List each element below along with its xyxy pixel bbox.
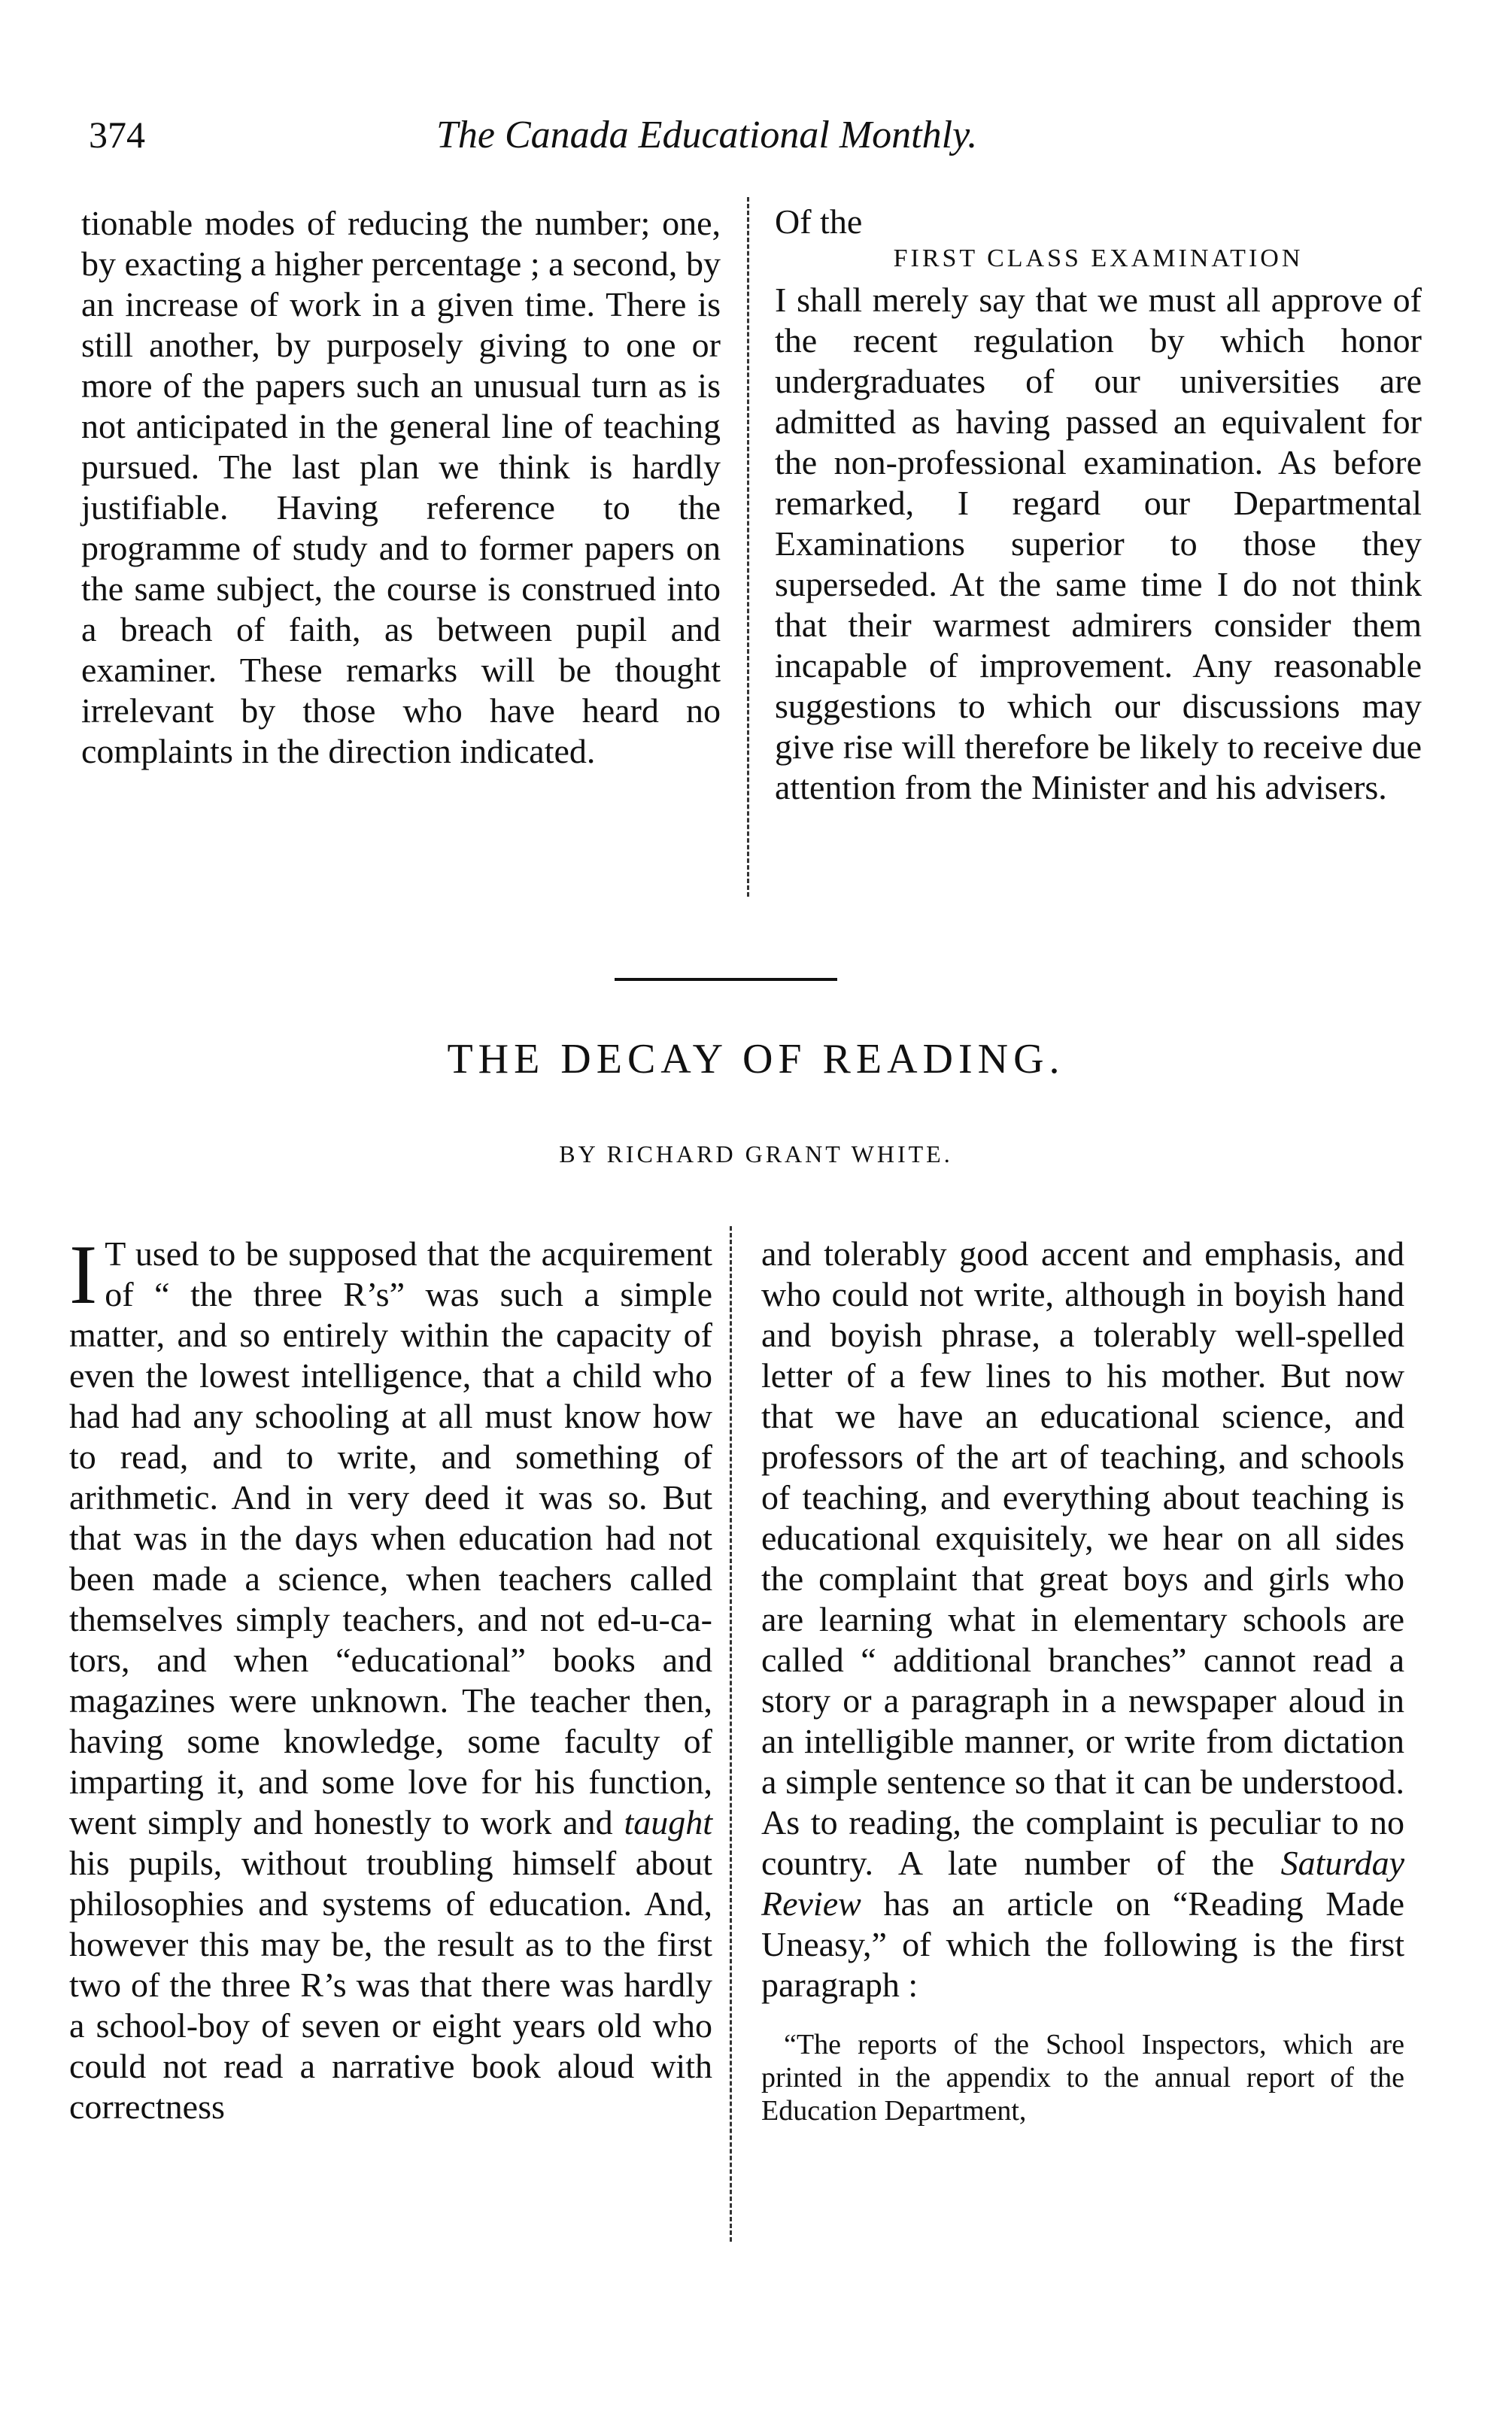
first-class-examination-heading: FIRST CLASS EXAMINATION	[893, 244, 1304, 272]
block-quote: “The reports of the School Inspectors, which are printed in the appendix to the annual report of the Education Department,	[761, 2029, 1404, 2127]
top-right-text: I shall merely say that we must all approve of the recent regulation by which honor undergraduates of our universities are admitted as having passed an equivalent for the non-professional examination. As before remarked, I regard our Departmental Examinations superior to those they superseded. At the same time I do not think that their warmest admirers consider them incapable of improvement. Any reasonable suggestions to which our discussions may give rise will therefore be likely to receive due attention from the Minister and his advisers.	[775, 281, 1422, 806]
right-text-part1: and tolerably good accent and emphasis, and who could not write, although in boyish hand and boyish phrase, a tolerably well-spelled letter of a few lines to his mother. But now that we have an educational science, and professors of the art of teaching, and schools of teaching, and everything about teaching is educational exquisitely, we hear on all sides the complaint that great boys and girls who are learning what in elementary schools are called “ additional branches” cannot read a story or a paragraph in a newspaper aloud in an intelligible manner, or write from dictation a simple sentence so that it can be understood. As to reading, the complaint is peculiar to no country. A late number of the	[761, 1234, 1404, 1882]
article-column-rule	[730, 1226, 732, 2242]
article-left-text	[69, 1228, 712, 2127]
right-text-italic: Saturday Review	[761, 1844, 1405, 1923]
section-divider	[615, 978, 837, 981]
top-left-column: tionable modes of reducing the number; one, by exacting a higher percentage ; a second, by an increase of work in a given time. There is still another, by purposely giving to one or more of the papers such an unusual turn as is not anticipated in the general line of teaching pursued. The last plan we think is hardly justifiable. Having reference to the programme of study and to former papers on the same subject, the course is construed into a breach of faith, as between pupil and examiner. These remarks will be thought irrelevant by those who have heard no complaints in the direction indicated.	[81, 204, 721, 770]
top-right-column	[775, 203, 1422, 808]
left-text-part1: T used to be supposed that the acquirement of “ the three R’s” was such a simple matter, and so entirely within the capacity of even the lowest intelligence, that a child who had had any schooling at all must know how to read, and to write, and something of arithmetic. And in very deed it was so. But that was in the days when education had not been made a science, when teachers called themselves simply teachers, and not ed-u-ca-tors, and when “educational” books and magazines were unknown. The teacher then, having some knowledge, some faculty of imparting it, and some love for his function, went simply and honestly to work and	[69, 1234, 712, 1841]
left-text-part2: his pupils, without troubling himself about philosophies and systems of education. And, however this may be, the result as to the first two of the three R’s was that there was hardly a school-boy of seven or eight years old who could not read a narrative book aloud with correctness	[69, 1844, 712, 2126]
page-number: 374	[89, 114, 145, 156]
article-right-column	[761, 1234, 1404, 2127]
article-byline: BY RICHARD GRANT WHITE.	[559, 1140, 953, 1167]
drop-cap: I	[69, 1228, 98, 1322]
article-left-column	[69, 1228, 712, 2127]
left-text-italic: taught	[624, 1803, 712, 1841]
top-column-rule	[747, 197, 749, 897]
of-the-intro: Of the	[775, 202, 863, 241]
article-right-text	[761, 1234, 1404, 2005]
running-title: The Canada Educational Monthly.	[436, 114, 978, 156]
right-text-part2: has an article on “Reading Made Uneasy,” of which the following is the first paragraph :	[761, 1884, 1405, 2004]
article-title: THE DECAY OF READING.	[447, 1036, 1065, 1082]
